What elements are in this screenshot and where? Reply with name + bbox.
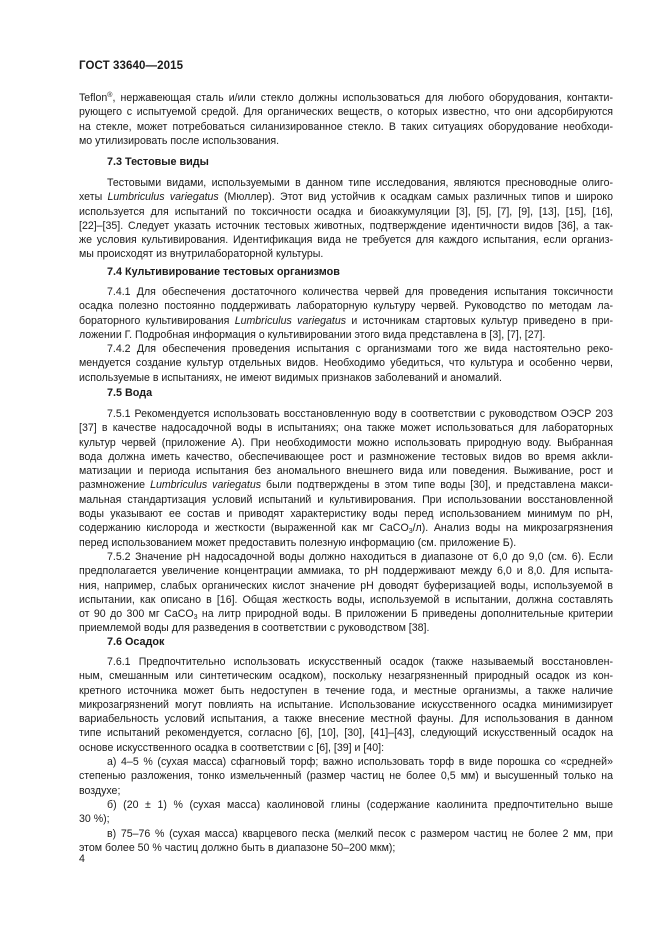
text-line: этом более 50 % частиц должно быть в диапазоне 50–200 мкм);	[79, 841, 396, 854]
text-line: 7.4.2 Для обеспечения проведения испытания с организмами того же вида настоятельно реко-	[107, 343, 613, 356]
text-line: мальная стандартизация условий испытаний и культивирования. При использовании восстановленной	[79, 493, 613, 506]
text-line: мо утилизировать после использования.	[79, 134, 280, 147]
text-line: ния, например, слабых органических кислот значение pH доводят буферизацией воды, используемой в	[79, 579, 613, 592]
text-line: воды указывают ее состав и приводят характеристику воды перед использованием минимум по pH,	[79, 508, 613, 521]
text-line: вода должна иметь качество, обеспечивающее рост и размножение тестовых видов во время акkли-	[79, 450, 613, 463]
list-item-a: а) 4–5 % (сухая масса) сфагновый торф; важно использовать торф в виде порошка со «средней»	[107, 756, 613, 769]
document-header: ГОСТ 33640—2015	[79, 60, 184, 72]
text-line: испытании, как описано в [16]. Общая жесткость воды, используемой в испытании, должна составлять	[79, 593, 613, 606]
text-line: приемлемой воды для разведения в соответствии с руководством [38].	[79, 622, 430, 635]
text-line: используется для испытаний по токсичности осадка и биоаккумуляции [3], [5], [7], [9], [13], [15], [16],	[79, 205, 613, 218]
section-7-6-body	[79, 655, 613, 855]
text-line: осадка полезно постоянно поддерживать лабораторную культуру червей. Руководство по методам ла-	[79, 300, 613, 313]
text-line: ложении Г. Подробная информация о культивировании этого вида представлена в [3], [7], [27].	[79, 328, 546, 341]
text-line: 30 %);	[79, 813, 110, 826]
section-7-3-body	[79, 176, 613, 262]
text-line: используемые в испытаниях, не имеют видимых признаков заболеваний и аномалий.	[79, 371, 502, 384]
text-line: хеты Lumbriculus variegatus (Мюллер). Этот вид устойчив к осадкам самых различных типов и широко	[79, 191, 613, 204]
text-line: [22]–[35]. Следует указать источник тестовых животных, подтверждение идентичности видов [36], а так-	[79, 219, 613, 232]
text-line: 7.4.1 Для обеспечения достаточного количества червей для проведения испытания токсичности	[107, 286, 613, 298]
text-line: вариабельность условий испытания, а также внесение местной фауны. Для использования в данном	[79, 713, 613, 726]
text-line: же условия культивирования. Идентификация вида не требуется для каждого испытания, если организ-	[79, 234, 613, 247]
text-line: размножение Lumbriculus variegatus были подтверждены в этом типе воды [30], и представлена макси-	[79, 479, 614, 492]
text-line: Тестовыми видами, используемыми в данном типе исследования, являются пресноводные олиго-	[107, 177, 613, 189]
text-line: на стекле, может потребоваться силанизированное стекло. В таких ситуациях оборудование необходи-	[79, 120, 613, 133]
list-item-c: в) 75–76 % (сухая масса) кварцевого песка (мелкий песок с размером частиц не более 2 мм, при	[107, 827, 613, 840]
text-line: воздухе;	[79, 784, 121, 797]
text-line: от 90 до 300 мг CaCO$_3$ на литр природной воды. В приложении Б приведены дополнительные критерии	[79, 608, 613, 622]
text-line: микрозагрязнений могут повлиять на испытание. Использование искусственного осадка минимизирует	[79, 698, 613, 711]
text-line: 7.6.1 Предпочтительно использовать искусственный осадок (также называемый восстановлен-	[107, 656, 613, 668]
section-heading-7-4: 7.4 Культивирование тестовых организмов	[107, 266, 340, 278]
text-line: кретного источника может быть недоступен в течение года, и местные организмы, а также наличие	[79, 684, 613, 697]
text-line: степенью разложения, тонко измельченный (размер частиц не более 0,5 мм) и высушенный только на	[79, 770, 613, 783]
text-line: [37] в качестве надосадочной воды в испытаниях; она также может использоваться для лабораторных	[79, 422, 613, 435]
text-line: типе испытаний рекомендуется, согласно [6], [10], [30], [41]–[43], следующий искусственный осадок на	[79, 727, 613, 740]
section-7-4-body	[79, 285, 613, 385]
intro-paragraph	[79, 91, 613, 148]
text-line: бораторного культивирования Lumbriculus variegatus и источникам стартовых культур приведено в при-	[79, 314, 614, 327]
section-heading-7-6: 7.6 Осадок	[107, 636, 165, 648]
text-line: содержанию кислорода и жесткости (выраженной как мг CaCO$_3$/л). Анализ воды на микрозагрязнения	[79, 522, 613, 536]
text-line: 7.5.2 Значение pH надосадочной воды должно находиться в диапазоне от 6,0 до 9,0 (см. 6). Если	[107, 550, 613, 563]
text-line: предполагается увеличение концентрации аммиака, то pH поддерживают между 6,0 и 8,0. Для испыта-	[79, 565, 613, 578]
text-line: 7.5.1 Рекомендуется использовать восстановленную воду в соответствии с руководством ОЭСР 203	[107, 408, 613, 420]
text-line: матизации и периода испытания без аномального внешнего вида или поведения. Выживание, рост и	[79, 465, 613, 478]
text-line: мы происходят из внутрилабораторной культуры.	[79, 248, 324, 261]
section-heading-7-5: 7.5 Вода	[107, 387, 153, 399]
text-line: ным, смешанным или синтетическим осадком), поскольку незагрязненный природный осадок из кон-	[79, 670, 613, 683]
text-line: перед использованием может предоставить полезную информацию (см. приложение Б).	[79, 536, 517, 549]
text-line: культур червей (приложение А). При необходимости можно использовать природную воду. Выбранная	[79, 436, 613, 449]
text-line: основе искусственного осадка в соответствии с [6], [39] и [40]:	[79, 741, 385, 754]
section-heading-7-3: 7.3 Тестовые виды	[107, 156, 209, 168]
text-line-rest: , нержавеющая сталь и/или стекло должны использоваться для любого оборудования, контакти-	[112, 92, 613, 104]
text-line: рующего с испытуемой средой. Для органических веществ, о которых известно, что они адсорбируются	[79, 106, 613, 119]
page-number: 4	[79, 853, 85, 865]
text-line: мендуется создание культур отдельных видов. Необходимо убедиться, что культура и особенно черви,	[79, 357, 613, 370]
text-line: Teflon®, нержавеющая сталь и/или стекло должны использоваться для любого оборудования, контакти-	[79, 92, 613, 104]
section-7-5-body	[79, 407, 613, 636]
list-item-b: б) (20 ± 1) % (сухая масса) каолиновой глины (содержание каолинита предпочтительно выше	[107, 798, 613, 811]
